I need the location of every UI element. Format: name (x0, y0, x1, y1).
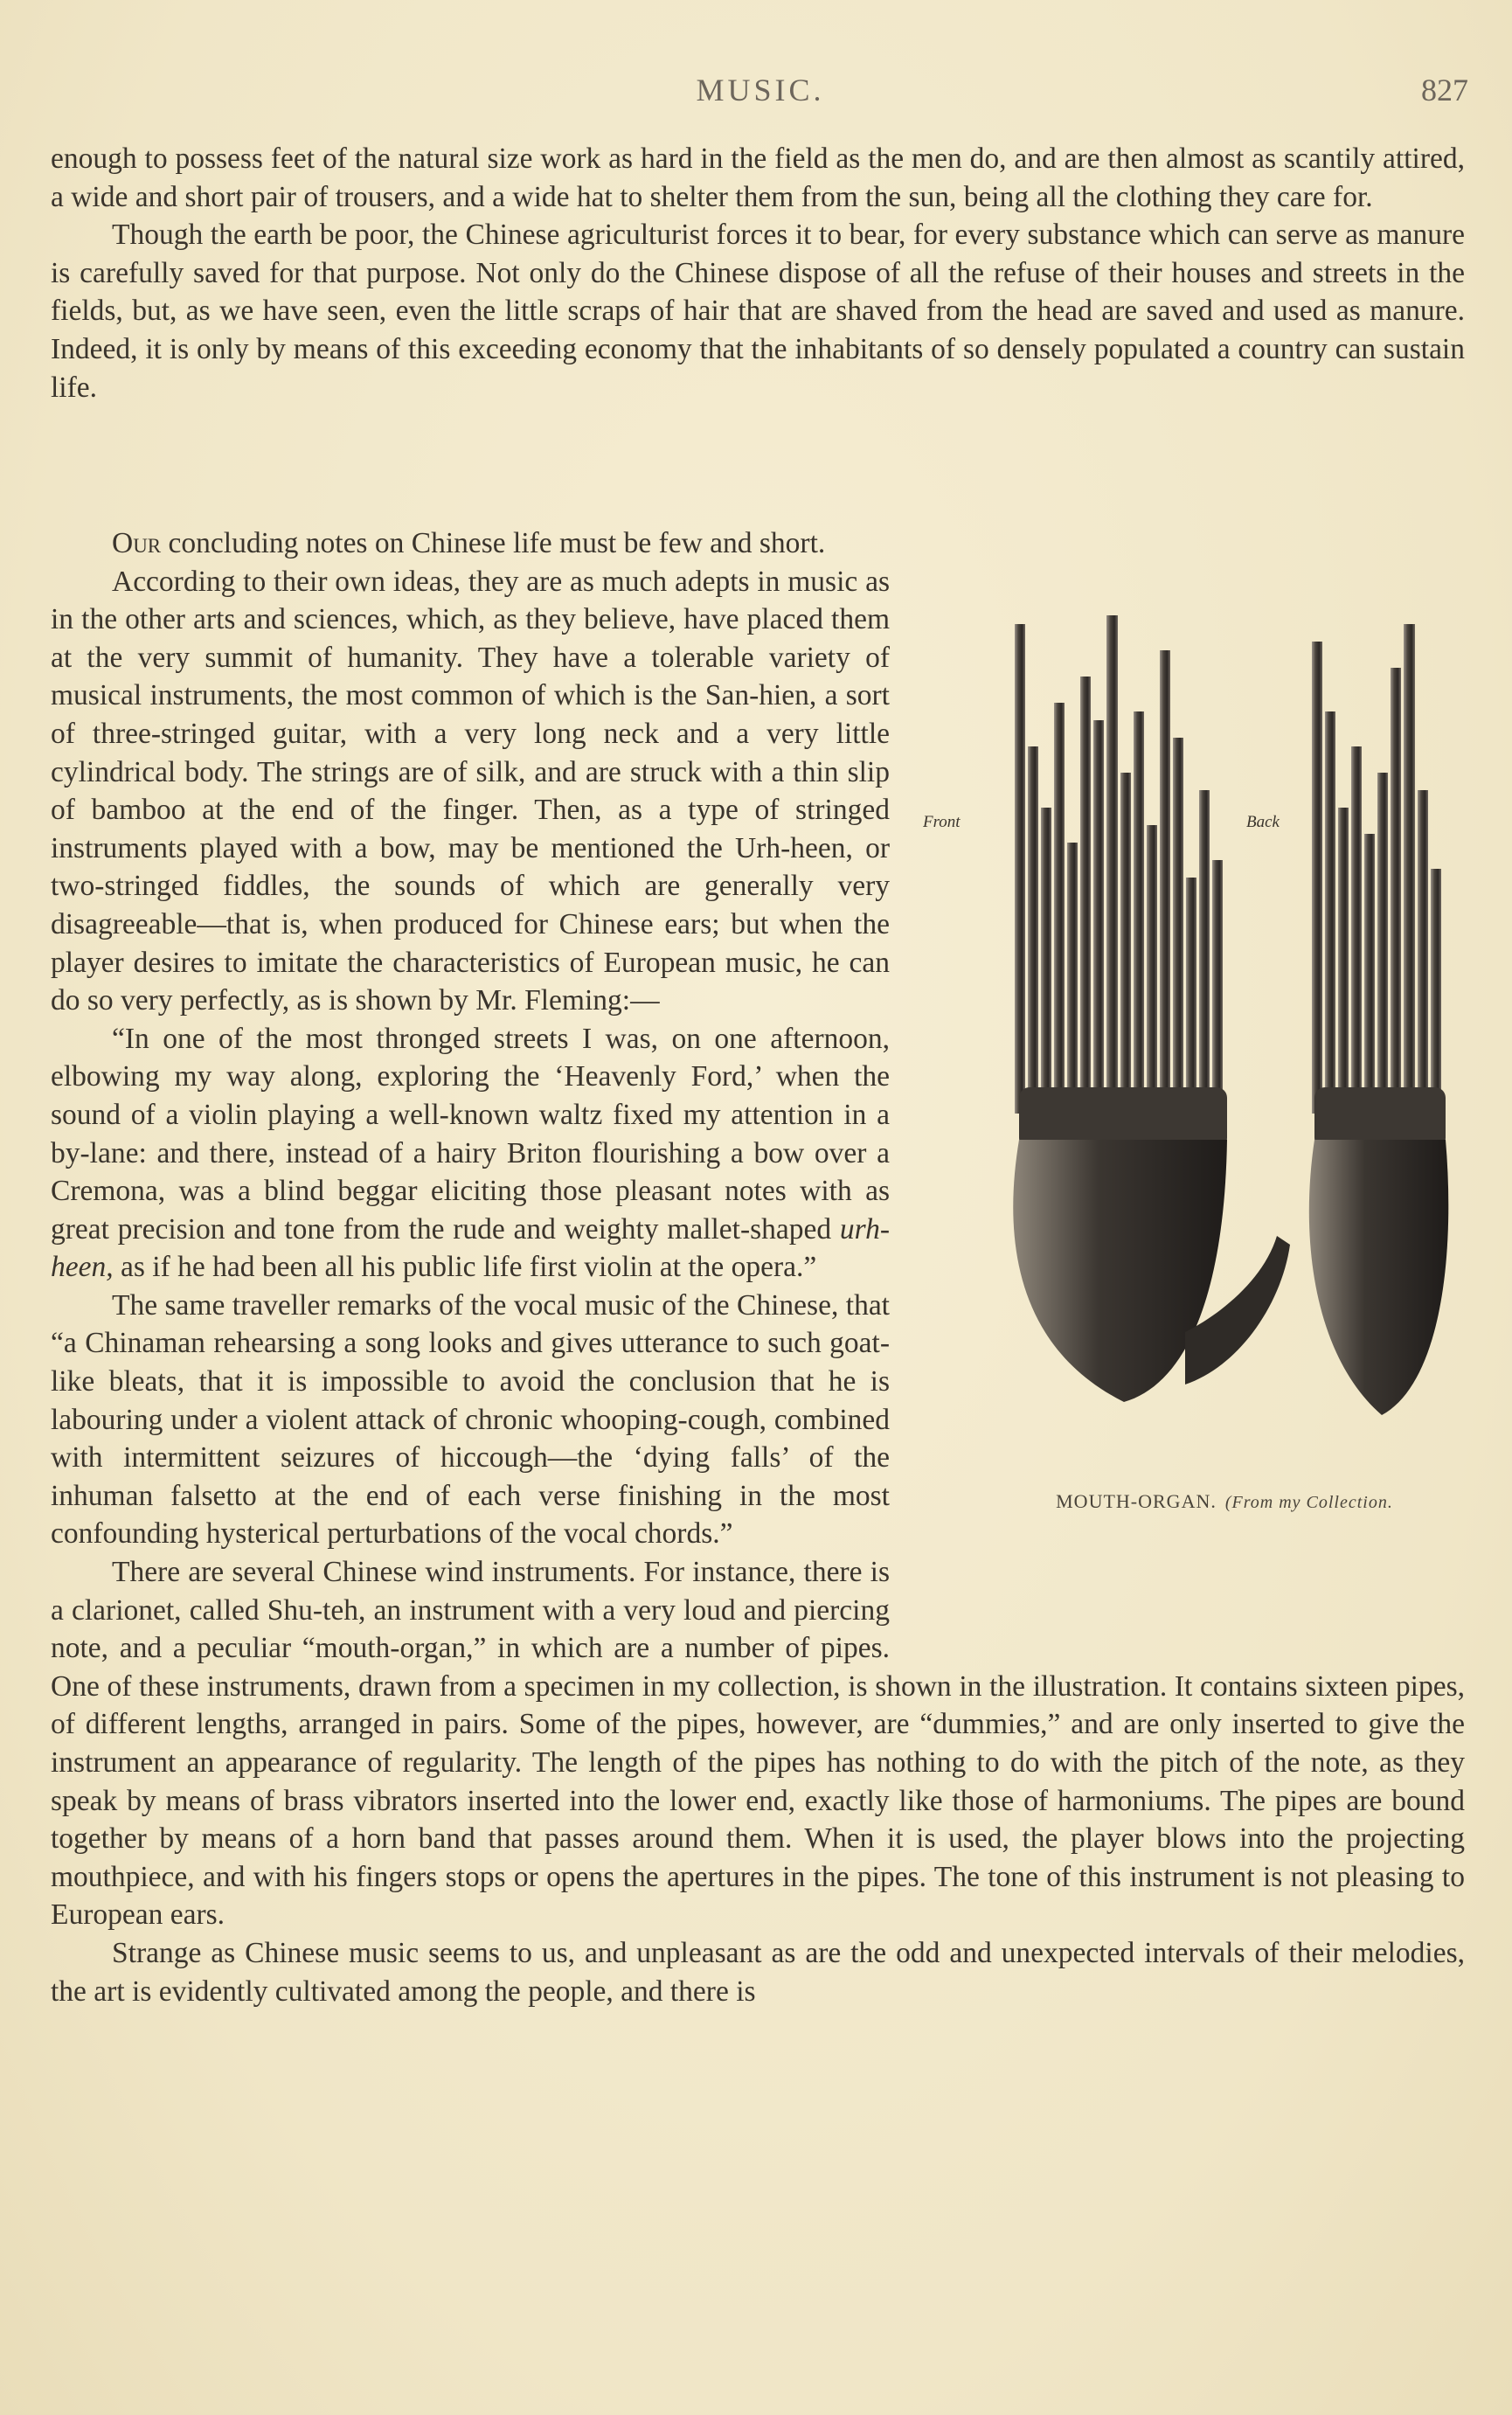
back-pipe (1391, 668, 1401, 1114)
quote-text-start: “In one of the most thronged streets I was, on one afternoon, elbowing my way along, exploring the ‘Heavenly Ford,’ when the sound of a violin playing a well-known waltz fixed my attention in a by-lane: and there, instead of a hairy Briton flourishing a bow over a Cremona, was a blind beggar eliciting those pleasant notes with as great precision and tone from the rude and weighty mallet-shaped (51, 1022, 890, 1246)
front-pipe (1147, 825, 1157, 1114)
back-pipe (1325, 711, 1335, 1114)
front-pipe (1028, 746, 1038, 1114)
back-label: Back (1246, 812, 1280, 831)
quote-text-end: as if he had been all his public life first violin at the opera.” (113, 1251, 817, 1284)
section-opening (51, 524, 1465, 563)
opening-word: Our (112, 527, 162, 559)
mouth-organ-illustration (923, 615, 1465, 1472)
paragraph-wind-instruments: There are several Chinese wind instruments. For instance, there is a clarionet, called Shu-teh, an instrument with a very loud and piercing note, and a peculiar “mouth-organ,” in which are a number of pipes. One of these instruments, drawn from a specimen in my collection, is shown in the illustration. It contains sixteen pipes, of different lengths, arranged in pairs. Some of the pipes, however, are “dummies,” and are only inserted to give the instrument an appearance of regularity. The length of the pipes has nothing to do with the pitch of the note, as they speak by means of brass vibrators inserted into the lower end, exactly like those of harmoniums. The pipes are bound together by means of a horn band that passes around them. When it is used, the player blows into the projecting mouthpiece, and with his fingers stops or opens the apertures in the pipes. The tone of this instrument is not pleasing to European ears. (51, 1556, 1465, 1932)
back-pipe (1404, 624, 1415, 1114)
front-pipe (1173, 738, 1183, 1114)
paragraph-vocal-music: The same traveller remarks of the vocal music of the Chinese, that “a Chinaman rehearsing a song looks and gives utterance to such goat-like bleats, that it is impossible to avoid the conclusion that he is labouring under a violent attack of chronic whooping-cough, combined with intermittent seizures of hiccough—the ‘dying falls’ of the inhuman falsetto at the end of each verse finishing in the most confounding hysterical perturbations of the vocal chords.” (51, 1288, 890, 1551)
running-head: MUSIC. (696, 73, 825, 108)
back-pipe (1377, 773, 1388, 1114)
paragraph-strange-music: Strange as Chinese music seems to us, and unpleasant as are the odd and unexpected intervals of their melodies, the art is evidently cultivated among the people, and there is (51, 1936, 1465, 2008)
horn-band (1019, 1087, 1227, 1149)
front-pipe (1120, 773, 1131, 1114)
front-pipe (1067, 843, 1078, 1114)
page-header (52, 72, 1468, 115)
horn-band (1314, 1087, 1446, 1149)
paragraph-manure: Though the earth be poor, the Chinese agriculturist forces it to bear, for every substance which can serve as manure is carefully saved for that purpose. Not only do the Chinese dispose of all the refuse of their houses and streets in the fields, but, as we have seen, even the little scraps of hair that are shaved from the head are saved and used as manure. Indeed, it is only by means of this exceeding economy that the inhabitants of so densely populated a country can sustain life. (51, 219, 1465, 404)
front-pipe (1041, 808, 1051, 1114)
back-pipe (1431, 869, 1441, 1114)
back-pipe (1351, 746, 1362, 1114)
front-pipe (1186, 878, 1196, 1114)
opening-rest: concluding notes on Chinese life must be few and short. (161, 527, 826, 559)
paragraph-continued: enough to possess feet of the natural size work as hard in the field as the men do, and are then almost as scantily attired, a wide and short pair of trousers, and a wide hat to shelter them from the sun, being all the clothing they care for. (51, 142, 1465, 213)
front-pipe (1106, 615, 1118, 1114)
music-section (51, 524, 1465, 2010)
back-pipe (1312, 642, 1322, 1114)
back-pipe (1418, 790, 1428, 1114)
front-pipe (1093, 720, 1104, 1114)
caption-note: (From my Collection. (1224, 1492, 1393, 1512)
front-view (923, 615, 1290, 1402)
front-pipe (1080, 677, 1091, 1114)
page-number: 827 (1421, 73, 1468, 108)
back-pipe (1338, 808, 1349, 1114)
mouth-organ-figure (923, 563, 1465, 1654)
front-label: Front (923, 812, 961, 831)
figure-caption (923, 1482, 1465, 1523)
back-view (1246, 624, 1448, 1415)
caption-title: MOUTH-ORGAN. (1056, 1489, 1217, 1512)
top-text-block (51, 140, 1465, 406)
front-pipe (1199, 790, 1210, 1114)
wind-chest (1309, 1140, 1448, 1415)
front-pipe (1212, 860, 1223, 1114)
quote-italic: urh-heen, (51, 1212, 890, 1284)
front-pipe (1015, 624, 1025, 1114)
front-pipe (1134, 711, 1144, 1114)
paragraph-instruments-text: According to their own ideas, they are as much adepts in music as in the other arts and sciences, which, as they believe, have placed them at the very summit of humanity. They have a tolerable variety of musical instruments, the most common of which is the San-hien, a sort of three-stringed guitar, with a very long neck and a very little cylindrical body. The strings are of silk, and are struck with a thin slip of bamboo at the end of the finger. Then, as a type of stringed instruments played with a bow, may be mentioned the Urh-heen, or two-stringed fiddles, the sounds of which are generally very disagreeable—that is, when produced for Chinese ears; but when the player desires to imitate the characteristics of European music, he can do so very perfectly, as is shown by Mr. Fleming:— (51, 565, 890, 1017)
front-pipe (1160, 650, 1170, 1114)
back-pipe (1364, 834, 1375, 1114)
front-pipe (1054, 703, 1065, 1114)
